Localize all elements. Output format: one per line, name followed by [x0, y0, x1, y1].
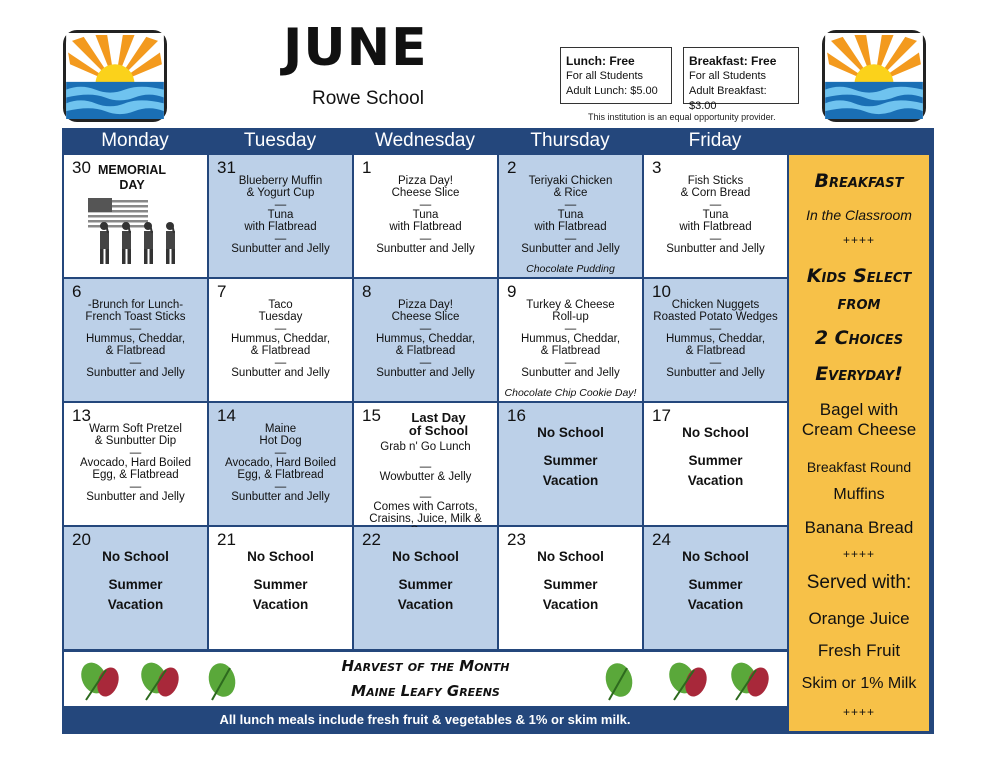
day-number: 20 [72, 530, 91, 549]
menu-separator: — [129, 357, 142, 369]
menu-item: Hummus, Cheddar, & Flatbread [85, 333, 186, 357]
closed-label: No School [537, 425, 604, 440]
breakfast-price-line: Adult Breakfast: $3.00 [689, 85, 767, 112]
day-cell [209, 279, 352, 401]
breakfast-option: Bagel with Cream Cheese [801, 400, 917, 439]
day-number: 31 [217, 158, 236, 177]
day-cell [64, 155, 207, 277]
drink-option: Orange Juice [808, 609, 910, 628]
day-number: 23 [507, 530, 526, 549]
leafy-greens-icon [726, 656, 776, 704]
day-number: 22 [362, 530, 381, 549]
day-cell [209, 403, 352, 525]
menu-item: Hummus, Cheddar, & Flatbread [375, 333, 476, 357]
closed-label: Summer [688, 453, 743, 468]
lunch-price-title: Lunch: Free [566, 54, 635, 68]
day-cell [64, 279, 207, 401]
day-cell [644, 527, 787, 649]
kids-select-heading: Kids Select [806, 265, 912, 287]
closed-label: No School [247, 549, 314, 564]
menu-item: Pizza Day! Cheese Slice [391, 175, 460, 199]
day-cell [644, 155, 787, 277]
lunch-price-box [560, 47, 672, 104]
classroom-note: In the Classroom [806, 207, 912, 223]
breakfast-option: Breakfast Round [806, 459, 912, 475]
day-cell [499, 279, 642, 401]
day-number: 9 [507, 282, 517, 301]
memorial-day-label: MEMORIAL DAY [98, 163, 167, 192]
menu-item: Sunbutter and Jelly [231, 367, 330, 379]
menu-item: Fish Sticks & Corn Bread [680, 175, 751, 199]
sun-wave-icon [66, 33, 164, 119]
closed-label: Summer [398, 577, 453, 592]
menu-item: Sunbutter and Jelly [666, 243, 765, 255]
day-number: 8 [362, 282, 372, 301]
closed-label: Summer [108, 577, 163, 592]
breakfast-price-title: Breakfast: Free [689, 54, 777, 68]
menu-item: Sunbutter and Jelly [521, 367, 620, 379]
harvest-title: Harvest of the Month [341, 657, 510, 675]
menu-separator: — [129, 447, 142, 459]
day-header: Tuesday [243, 130, 317, 151]
menu-separator: — [274, 447, 287, 459]
breakfast-heading: Breakfast [814, 170, 904, 192]
menu-item: Sunbutter and Jelly [521, 243, 620, 255]
menu-item: Warm Soft Pretzel & Sunbutter Dip [89, 423, 182, 447]
drink-option: Skim or 1% Milk [801, 675, 917, 692]
menu-item: Hummus, Cheddar, & Flatbread [665, 333, 766, 357]
day-cell [209, 155, 352, 277]
day-cell [499, 403, 642, 525]
footer-note: All lunch meals include fresh fruit & vegetables & 1% or skim milk. [219, 712, 631, 727]
closed-label: Vacation [542, 597, 599, 612]
menu-item: Hummus, Cheddar, & Flatbread [230, 333, 331, 357]
sun-wave-icon [825, 33, 923, 119]
leafy-greens-icon [664, 656, 714, 704]
closed-label: Vacation [252, 597, 309, 612]
breakfast-option: Banana Bread [804, 518, 914, 537]
menu-separator: — [709, 199, 722, 211]
closed-label: No School [537, 549, 604, 564]
menu-separator: — [274, 357, 287, 369]
menu-item: Turkey & Cheese Roll-up [526, 299, 615, 323]
day-cell [499, 155, 642, 277]
day-header-row [62, 128, 788, 154]
day-cell [209, 527, 352, 649]
drink-option: Fresh Fruit [817, 641, 901, 660]
leafy-greens-icon [599, 656, 649, 704]
day-number: 10 [652, 282, 671, 301]
closed-label: No School [682, 549, 749, 564]
menu-item: Sunbutter and Jelly [231, 491, 330, 503]
day-number: 30 [72, 158, 91, 177]
menu-calendar [62, 128, 934, 734]
breakfast-option: Muffins [833, 486, 885, 503]
menu-separator: — [709, 233, 722, 245]
closed-label: Summer [543, 453, 598, 468]
menu-item: -Brunch for Lunch- French Toast Sticks [85, 299, 186, 323]
breakfast-sidebar [789, 155, 929, 731]
menu-item: Tuna with Flatbread [389, 209, 462, 233]
two-choices-heading: 2 Choices [814, 327, 904, 349]
menu-separator: — [129, 323, 142, 335]
menu-separator: — [419, 357, 432, 369]
day-number: 14 [217, 406, 236, 425]
menu-item: Chicken Nuggets Roasted Potato Wedges [653, 299, 778, 323]
school-logo-right [822, 30, 926, 122]
closed-label: Vacation [687, 597, 744, 612]
closed-label: Vacation [397, 597, 454, 612]
day-number: 6 [72, 282, 82, 301]
day-header: Wednesday [375, 130, 475, 151]
menu-separator: — [419, 323, 432, 335]
menu-separator: — [564, 323, 577, 335]
day-number: 16 [507, 406, 526, 425]
closed-label: No School [392, 549, 459, 564]
day-cell [644, 403, 787, 525]
day-number: 2 [507, 158, 517, 177]
menu-item: Hummus, Cheddar, & Flatbread [520, 333, 621, 357]
served-with-heading: Served with: [806, 572, 912, 593]
menu-item: Teriyaki Chicken & Rice [528, 175, 613, 199]
menu-separator: — [419, 491, 432, 503]
day-number: 24 [652, 530, 671, 549]
menu-separator: — [274, 199, 287, 211]
closed-label: No School [102, 549, 169, 564]
menu-note: Chocolate Chip Cookie Day! [504, 387, 637, 399]
lunch-price-line: For all Students [566, 70, 644, 82]
school-logo-left [63, 30, 167, 122]
equal-opportunity-note: This institution is an equal opportunity provider. [588, 112, 776, 122]
closed-label: Vacation [107, 597, 164, 612]
day-number: 21 [217, 530, 236, 549]
menu-separator: — [709, 357, 722, 369]
menu-item: Tuna with Flatbread [244, 209, 317, 233]
menu-item: Sunbutter and Jelly [376, 243, 475, 255]
menu-separator: — [564, 199, 577, 211]
menu-item: Avocado, Hard Boiled Egg, & Flatbread [224, 457, 337, 481]
menu-item: Sunbutter and Jelly [666, 367, 765, 379]
closed-label: No School [682, 425, 749, 440]
day-number: 13 [72, 406, 91, 425]
day-cell [644, 279, 787, 401]
menu-separator: — [419, 199, 432, 211]
harvest-subtitle: Maine Leafy Greens [351, 682, 500, 700]
soldiers-flag-icon [86, 195, 186, 267]
menu-item: Maine Hot Dog [259, 423, 302, 447]
menu-separator: — [129, 481, 142, 493]
menu-separator: — [564, 233, 577, 245]
day-cell [354, 279, 497, 401]
menu-separator: — [419, 461, 432, 473]
menu-separator: — [564, 357, 577, 369]
closed-label: Summer [253, 577, 308, 592]
menu-item: Tuna with Flatbread [534, 209, 607, 233]
closed-label: Vacation [542, 473, 599, 488]
closed-label: Vacation [687, 473, 744, 488]
day-header: Friday [688, 130, 742, 151]
menu-separator: — [274, 323, 287, 335]
menu-item: Tuna with Flatbread [679, 209, 752, 233]
day-number: 17 [652, 406, 671, 425]
day-number: 3 [652, 158, 662, 177]
menu-item: Sunbutter and Jelly [231, 243, 330, 255]
menu-separator: — [274, 233, 287, 245]
day-cell [64, 527, 207, 649]
menu-item: Sunbutter and Jelly [376, 367, 475, 379]
harvest-banner [64, 652, 787, 706]
star-divider: ++++ [842, 547, 876, 561]
page-title: JUNE [283, 18, 428, 78]
everyday-heading: Everyday! [815, 363, 903, 385]
day-header: Thursday [530, 130, 610, 151]
menu-item: Sunbutter and Jelly [86, 367, 185, 379]
from-heading: from [837, 292, 881, 314]
menu-item: Pizza Day! Cheese Slice [391, 299, 460, 323]
menu-separator: — [709, 323, 722, 335]
day-cell [64, 403, 207, 525]
day-cell [499, 527, 642, 649]
day-cell [354, 155, 497, 277]
menu-item: Taco Tuesday [258, 299, 303, 323]
menu-item: Grab n' Go Lunch [380, 441, 471, 453]
day-header: Monday [101, 130, 169, 151]
menu-item: Blueberry Muffin & Yogurt Cup [238, 175, 323, 199]
closed-label: Summer [688, 577, 743, 592]
menu-note: Chocolate Pudding [526, 263, 615, 275]
day-number: 15 [362, 406, 381, 425]
menu-separator: — [274, 481, 287, 493]
closed-label: Summer [543, 577, 598, 592]
school-name: Rowe School [312, 88, 424, 109]
menu-item: Comes with Carrots, Craisins, Juice, Milk & [369, 501, 482, 525]
lunch-price-line: Adult Lunch: $5.00 [566, 85, 658, 97]
menu-item: Wowbutter & Jelly [379, 471, 472, 483]
day-number: 1 [362, 158, 372, 177]
day-number: 7 [217, 282, 227, 301]
star-divider: ++++ [842, 233, 876, 247]
day-cell [354, 403, 497, 525]
breakfast-price-box [683, 47, 799, 112]
breakfast-price-line: For all Students [689, 70, 767, 82]
day-cell [354, 527, 497, 649]
menu-item: Avocado, Hard Boiled Egg, & Flatbread [79, 457, 192, 481]
menu-item: Sunbutter and Jelly [86, 491, 185, 503]
special-day-label: Last Day of School [408, 410, 469, 438]
menu-separator: — [419, 233, 432, 245]
star-divider: ++++ [842, 705, 876, 719]
